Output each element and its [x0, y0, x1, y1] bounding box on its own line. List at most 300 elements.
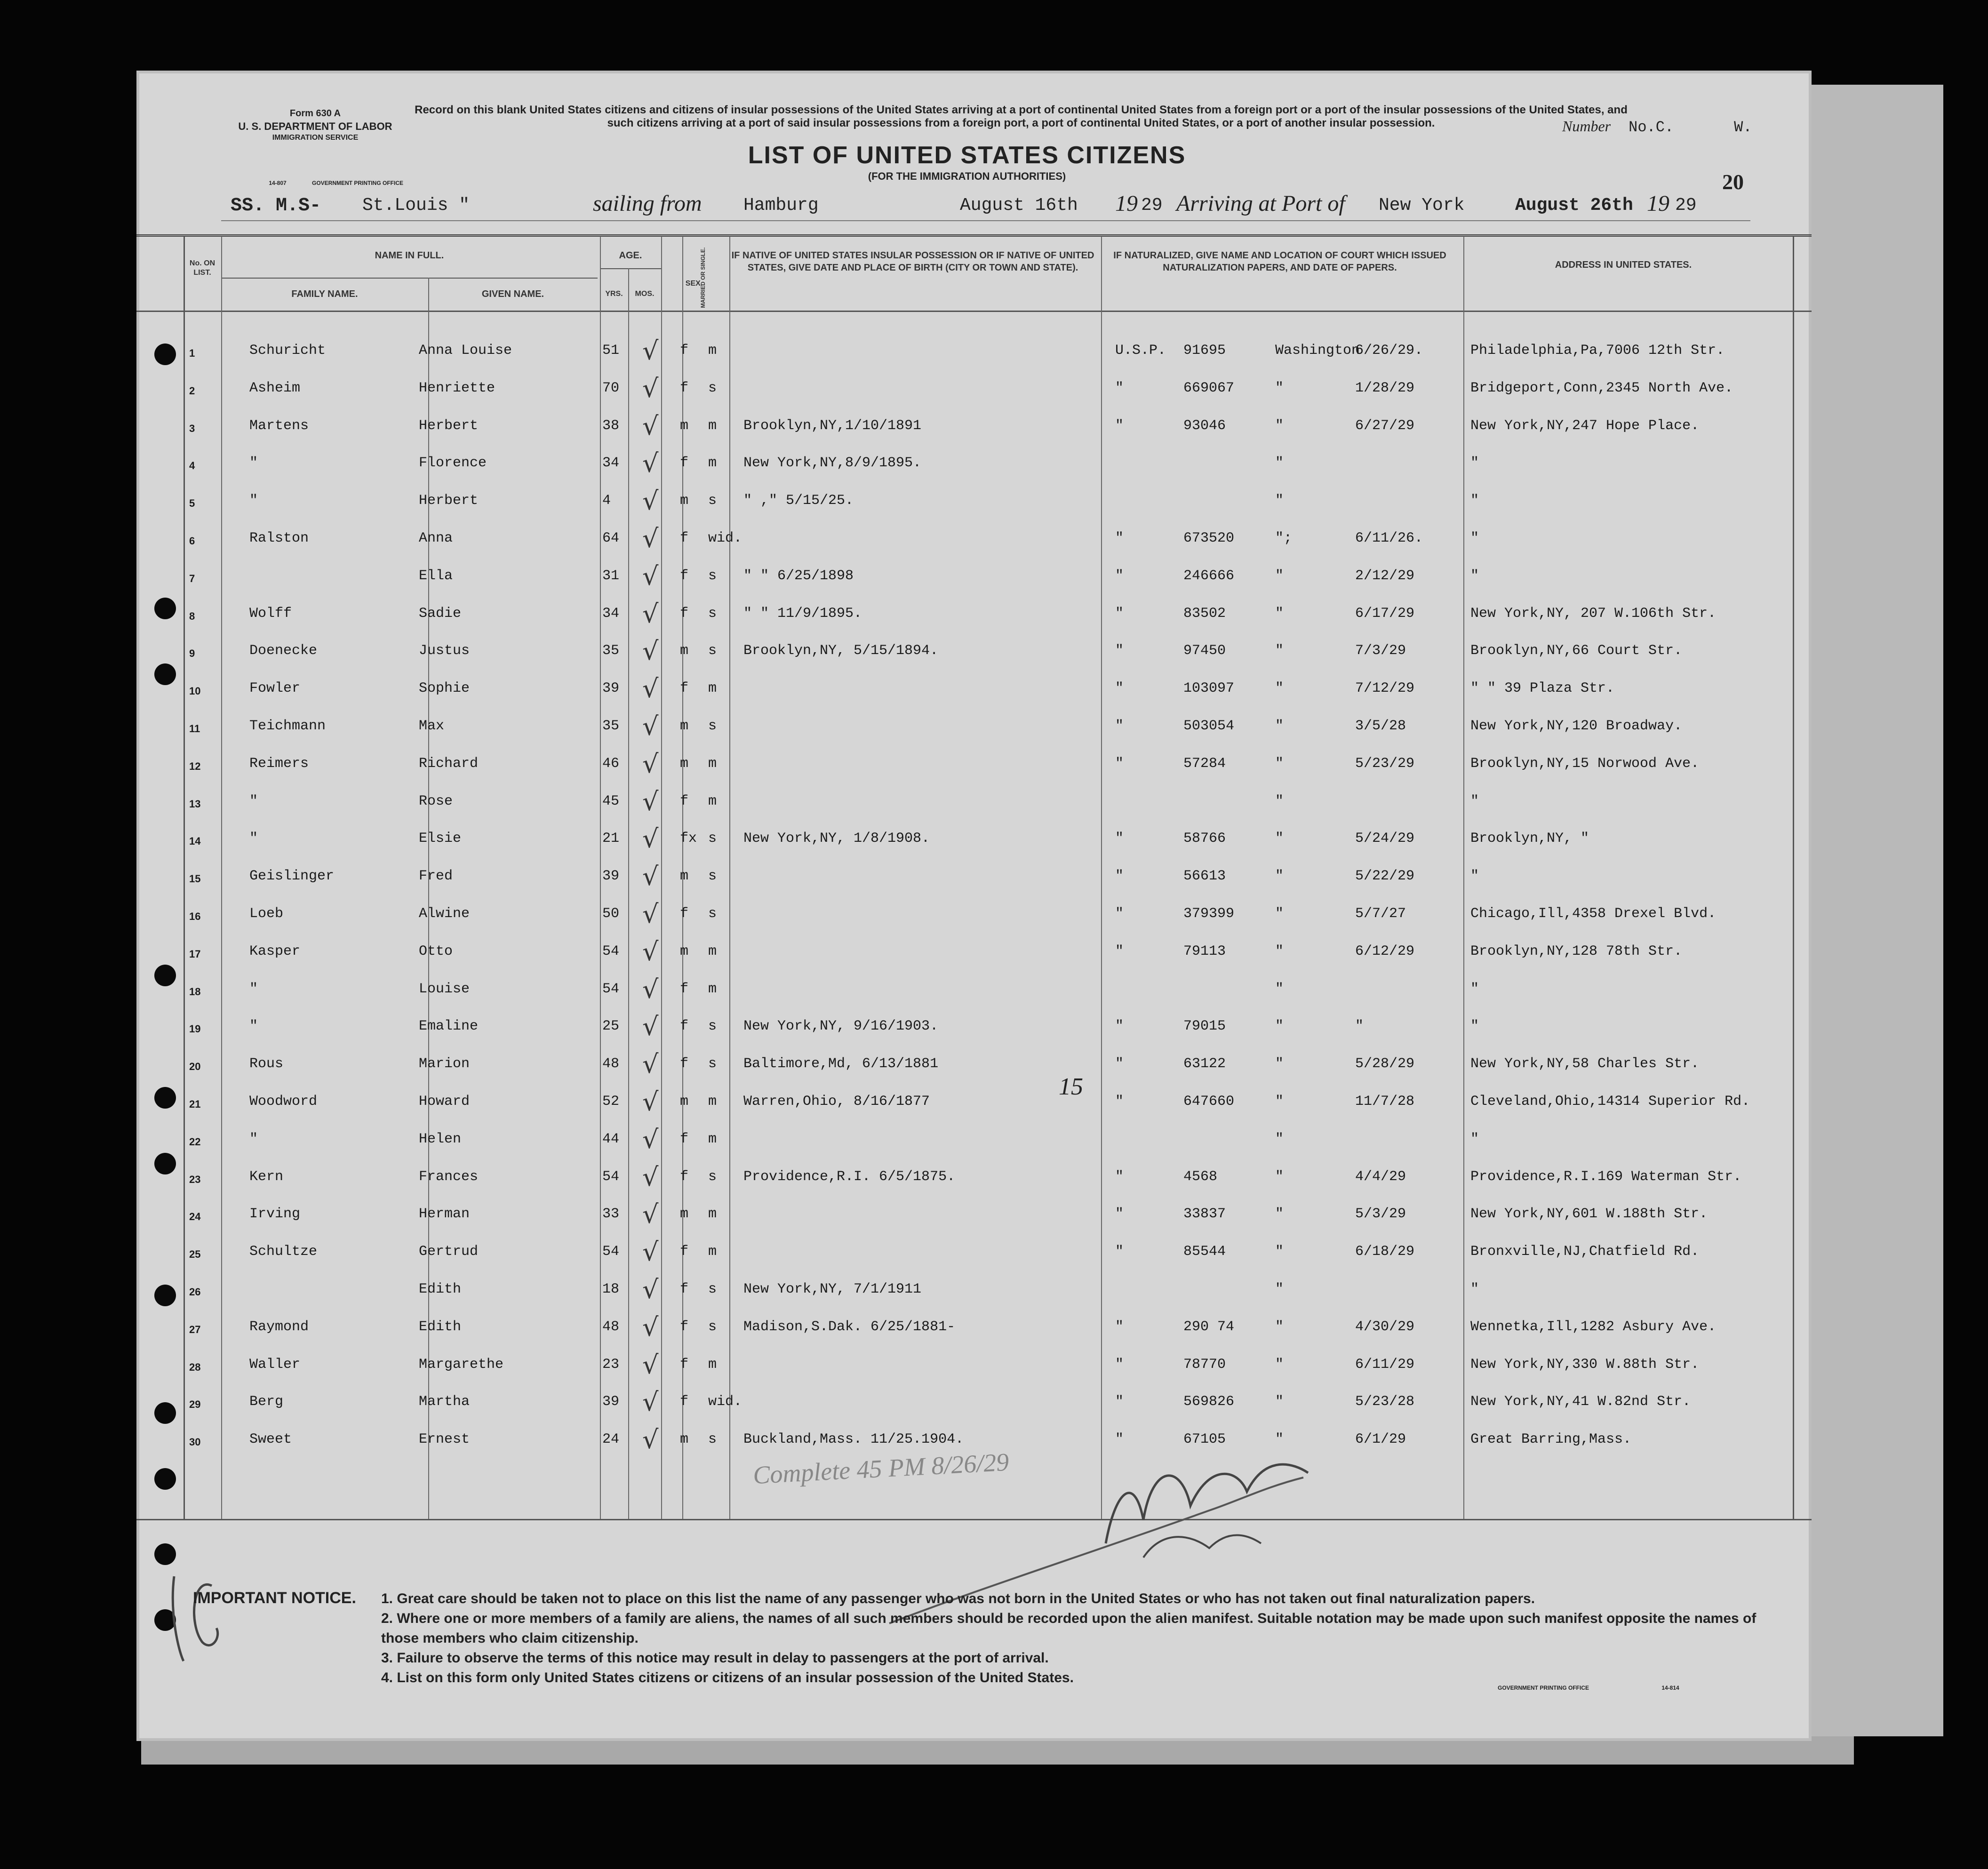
- cell-no: 12: [189, 760, 201, 772]
- cell-sex: f: [680, 530, 689, 546]
- cell-sex: f: [680, 455, 689, 471]
- cell-addr: Philadelphia,Pa,7006 12th Str.: [1470, 343, 1725, 359]
- table-row: [136, 785, 1812, 823]
- cell-court: ": [1275, 981, 1284, 997]
- cell-ms: m: [708, 793, 717, 809]
- cell-yrs: 54: [602, 1168, 620, 1185]
- cell-family: Loeb: [249, 906, 284, 922]
- number-field: [1562, 118, 1752, 136]
- cell-yrs: 4: [602, 493, 611, 509]
- cell-no: 27: [189, 1323, 201, 1335]
- cell-addr: ": [1470, 455, 1479, 471]
- cell-family: Reimers: [249, 755, 309, 772]
- cell-ms: s: [708, 1056, 717, 1072]
- checkmark-icon: √: [642, 974, 659, 1004]
- checkmark-icon: √: [642, 1162, 659, 1192]
- cell-nat: ": [1115, 831, 1124, 847]
- checkmark-icon: √: [642, 824, 659, 854]
- cell-date: 5/3/29: [1355, 1206, 1406, 1222]
- col-header-married: MARRIED OR SINGLE.: [700, 247, 706, 308]
- cell-yrs: 50: [602, 906, 620, 922]
- cell-nat: ": [1115, 1244, 1124, 1260]
- cell-court: ": [1275, 643, 1284, 659]
- cell-addr: Chicago,Ill,4358 Drexel Blvd.: [1470, 906, 1717, 922]
- cell-ms: s: [708, 1431, 717, 1448]
- cell-birth: Brooklyn,NY,1/10/1891: [743, 417, 922, 434]
- table-row: [136, 860, 1812, 897]
- cell-given: Alwine: [419, 906, 470, 922]
- cell-date: 5/7/27: [1355, 906, 1406, 922]
- cell-court: ": [1275, 1206, 1284, 1222]
- notice-item-3: 3. Failure to observe the terms of this notice may result in delay to passengers at the port of arrival.: [381, 1650, 1049, 1666]
- gpo-code-bottom: 14-814: [1661, 1685, 1679, 1691]
- cell-court: ": [1275, 943, 1284, 959]
- cell-addr: Cleveland,Ohio,14314 Superior Rd.: [1470, 1094, 1750, 1110]
- checkmark-icon: √: [642, 711, 659, 741]
- cell-court: ": [1275, 718, 1284, 734]
- cell-no: 13: [189, 798, 201, 810]
- cell-addr: Providence,R.I.169 Waterman Str.: [1470, 1168, 1742, 1185]
- cell-given: Sophie: [419, 680, 470, 697]
- cell-given: Edith: [419, 1318, 462, 1335]
- cell-court: ": [1275, 380, 1284, 396]
- table-row: [136, 1123, 1812, 1160]
- cell-cert: 673520: [1183, 530, 1235, 546]
- departure-date: August 16th: [960, 195, 1078, 216]
- cell-nat: ": [1115, 1168, 1124, 1185]
- cell-no: 9: [189, 647, 195, 660]
- cell-family: ": [249, 1018, 258, 1035]
- cell-sex: f: [680, 906, 689, 922]
- cell-yrs: 18: [602, 1281, 620, 1297]
- cell-addr: Brooklyn,NY, ": [1470, 831, 1589, 847]
- checkmark-icon: √: [642, 1425, 659, 1455]
- cell-cert: 97450: [1183, 643, 1226, 659]
- cell-sex: m: [680, 417, 689, 434]
- cell-nat: ": [1115, 530, 1124, 546]
- cell-sex: m: [680, 643, 689, 659]
- cell-given: Anna: [419, 530, 453, 546]
- cell-court: ": [1275, 1056, 1284, 1072]
- table-row: [136, 1273, 1812, 1310]
- cell-addr: ": [1470, 493, 1479, 509]
- cell-no: 6: [189, 535, 195, 547]
- cell-birth: New York,NY, 7/1/1911: [743, 1281, 922, 1297]
- cell-no: 8: [189, 610, 195, 622]
- cell-yrs: 70: [602, 380, 620, 396]
- cell-birth: Madison,S.Dak. 6/25/1881-: [743, 1318, 956, 1335]
- cell-yrs: 39: [602, 868, 620, 885]
- cell-given: Henriette: [419, 380, 495, 396]
- cell-addr: Brooklyn,NY,66 Court Str.: [1470, 643, 1683, 659]
- cell-sex: f: [680, 1281, 689, 1297]
- cell-nat: ": [1115, 755, 1124, 772]
- cell-yrs: 64: [602, 530, 620, 546]
- cell-nat: ": [1115, 1018, 1124, 1035]
- cell-no: 28: [189, 1361, 201, 1373]
- cell-yrs: 33: [602, 1206, 620, 1222]
- important-notice: [193, 1588, 1793, 1688]
- checkmark-icon: √: [642, 411, 659, 441]
- cell-yrs: 31: [602, 567, 620, 584]
- cell-court: ": [1275, 1318, 1284, 1335]
- table-row: [136, 634, 1812, 672]
- punch-hole: [154, 1468, 176, 1490]
- arrival-year: 29: [1675, 195, 1697, 216]
- col-header-naturalized: IF NATURALIZED, GIVE NAME AND LOCATION OF COURT WHICH ISSUED NATURALIZATION PAPERS, AND DATE OF PAPERS.: [1113, 250, 1446, 273]
- cell-addr: ": [1470, 567, 1479, 584]
- cell-ms: s: [708, 643, 717, 659]
- cell-date: 5/23/28: [1355, 1394, 1415, 1410]
- col-header-name: NAME IN FULL.: [375, 250, 444, 261]
- cell-addr: New York,NY,247 Hope Place.: [1470, 417, 1700, 434]
- cell-court: ": [1275, 1168, 1284, 1185]
- cell-cert: 83502: [1183, 605, 1226, 622]
- checkmark-icon: √: [642, 448, 659, 479]
- cell-addr: " " 39 Plaza Str.: [1470, 680, 1615, 697]
- table-row: [136, 973, 1812, 1010]
- cell-ms: m: [708, 1244, 717, 1260]
- cell-cert: 103097: [1183, 680, 1235, 697]
- cell-court: ": [1275, 1281, 1284, 1297]
- cell-ms: m: [708, 1094, 717, 1110]
- cell-addr: ": [1470, 793, 1479, 809]
- cell-nat: ": [1115, 906, 1124, 922]
- cell-no: 7: [189, 572, 195, 584]
- table-row: [136, 1310, 1812, 1348]
- cell-family: Rous: [249, 1056, 284, 1072]
- cell-sex: m: [680, 1206, 689, 1222]
- table-row: [136, 334, 1812, 372]
- cell-addr: Brooklyn,NY,128 78th Str.: [1470, 943, 1683, 959]
- table-row: [136, 1348, 1812, 1386]
- cell-court: ": [1275, 1244, 1284, 1260]
- cell-addr: Bronxville,NJ,Chatfield Rd.: [1470, 1244, 1700, 1260]
- cell-nat: ": [1115, 1206, 1124, 1222]
- page-edge-right: [1802, 85, 1943, 1736]
- arriving-label: Arriving at Port of: [1176, 191, 1345, 216]
- cell-sex: f: [680, 793, 689, 809]
- cell-family: ": [249, 455, 258, 471]
- cell-nat: ": [1115, 643, 1124, 659]
- cell-ms: s: [708, 906, 717, 922]
- cell-given: Ella: [419, 567, 453, 584]
- cell-no: 23: [189, 1173, 201, 1185]
- cell-yrs: 25: [602, 1018, 620, 1035]
- cell-addr: New York,NY,601 W.188th Str.: [1470, 1206, 1708, 1222]
- cell-court: ": [1275, 1018, 1284, 1035]
- cell-date: 6/11/26.: [1355, 530, 1423, 546]
- table-row: [136, 522, 1812, 559]
- cell-sex: f: [680, 343, 689, 359]
- cell-cert: 85544: [1183, 1244, 1226, 1260]
- cell-given: Herbert: [419, 493, 479, 509]
- cell-given: Max: [419, 718, 445, 734]
- cell-addr: New York,NY, 207 W.106th Str.: [1470, 605, 1717, 622]
- checkmark-icon: √: [642, 862, 659, 892]
- cell-sex: f: [680, 1356, 689, 1373]
- cell-no: 25: [189, 1248, 201, 1261]
- cell-no: 29: [189, 1398, 201, 1411]
- cell-yrs: 23: [602, 1356, 620, 1373]
- cell-given: Ernest: [419, 1431, 470, 1448]
- table-row: [136, 372, 1812, 409]
- cell-family: Raymond: [249, 1318, 309, 1335]
- cell-yrs: 45: [602, 793, 620, 809]
- cell-sex: f: [680, 1244, 689, 1260]
- cell-yrs: 48: [602, 1056, 620, 1072]
- age-subheader-line: [600, 268, 661, 269]
- cell-cert: 91695: [1183, 343, 1226, 359]
- cell-addr: New York,NY,58 Charles Str.: [1470, 1056, 1700, 1072]
- cell-court: ": [1275, 605, 1284, 622]
- cell-date: 3/5/28: [1355, 718, 1406, 734]
- checkmark-icon: √: [642, 1012, 659, 1042]
- cell-court: ": [1275, 755, 1284, 772]
- cell-birth: " " 6/25/1898: [743, 567, 854, 584]
- cell-ms: wid.: [708, 1394, 743, 1410]
- cell-date: 4/30/29: [1355, 1318, 1415, 1335]
- cell-ms: m: [708, 417, 717, 434]
- cell-sex: m: [680, 755, 689, 772]
- table-row: [136, 1385, 1812, 1423]
- cell-court: ": [1275, 831, 1284, 847]
- cell-no: 17: [189, 948, 201, 960]
- cell-court: ": [1275, 417, 1284, 434]
- cell-court: ": [1275, 906, 1284, 922]
- cell-nat: ": [1115, 718, 1124, 734]
- cell-family: Woodword: [249, 1094, 318, 1110]
- year-value: 29: [1141, 195, 1163, 216]
- cell-family: Kasper: [249, 943, 301, 959]
- cell-family: ": [249, 493, 258, 509]
- cell-cert: 57284: [1183, 755, 1226, 772]
- cell-ms: m: [708, 755, 717, 772]
- cell-yrs: 46: [602, 755, 620, 772]
- checkmark-icon: √: [642, 1350, 659, 1380]
- cell-nat: ": [1115, 1431, 1124, 1448]
- table-row: [136, 409, 1812, 447]
- cell-yrs: 52: [602, 1094, 620, 1110]
- cell-addr: ": [1470, 1281, 1479, 1297]
- cell-ms: m: [708, 1131, 717, 1147]
- cell-no: 18: [189, 985, 201, 998]
- arrival-port: New York: [1379, 195, 1465, 216]
- cell-family: Waller: [249, 1356, 301, 1373]
- cell-court: ": [1275, 455, 1284, 471]
- cell-nat: ": [1115, 380, 1124, 396]
- cell-date: 6/18/29: [1355, 1244, 1415, 1260]
- cell-cert: 4568: [1183, 1168, 1218, 1185]
- cell-family: Berg: [249, 1394, 284, 1410]
- cell-no: 30: [189, 1436, 201, 1448]
- table-row: [136, 747, 1812, 785]
- cell-no: 5: [189, 497, 195, 510]
- col-header-mos: MOS.: [635, 290, 655, 298]
- cell-given: Fred: [419, 868, 453, 885]
- cell-court: ": [1275, 1131, 1284, 1147]
- notice-item-1: 1. Great care should be taken not to place on this list the name of any passenger who was not born in the United States or who has not taken out final naturalization papers.: [381, 1591, 1535, 1606]
- cell-family: Schultze: [249, 1244, 318, 1260]
- cell-ms: s: [708, 718, 717, 734]
- cell-birth: New York,NY, 1/8/1908.: [743, 831, 930, 847]
- cell-ms: m: [708, 943, 717, 959]
- form-number: Form 630 A: [289, 108, 341, 119]
- cell-no: 19: [189, 1023, 201, 1035]
- notice-item-4: 4. List on this form only United States citizens or citizens of an insular possession of the United States.: [381, 1670, 1074, 1685]
- cell-no: 22: [189, 1135, 201, 1148]
- cell-birth: New York,NY, 9/16/1903.: [743, 1018, 939, 1035]
- cell-ms: s: [708, 868, 717, 885]
- number-suffix: W.: [1734, 119, 1752, 136]
- cell-yrs: 21: [602, 831, 620, 847]
- service-label: IMMIGRATION SERVICE: [272, 134, 359, 142]
- cell-sex: f: [680, 1056, 689, 1072]
- table-row: [136, 1047, 1812, 1085]
- checkmark-icon: √: [642, 1275, 659, 1304]
- cell-family: Schuricht: [249, 343, 326, 359]
- cell-yrs: 54: [602, 943, 620, 959]
- cell-sex: m: [680, 493, 689, 509]
- cell-given: Marion: [419, 1056, 470, 1072]
- cell-sex: f: [680, 1131, 689, 1147]
- cell-cert: 569826: [1183, 1394, 1235, 1410]
- gpo-label-bottom: GOVERNMENT PRINTING OFFICE: [1497, 1685, 1589, 1691]
- cell-court: Washington: [1275, 343, 1360, 359]
- cell-no: 16: [189, 911, 201, 922]
- cell-birth: " " 11/9/1895.: [743, 605, 862, 622]
- cell-ms: m: [708, 1356, 717, 1373]
- cell-nat: ": [1115, 943, 1124, 959]
- cell-family: ": [249, 981, 258, 997]
- col-header-yrs: YRS.: [605, 290, 623, 298]
- cell-ms: wid.: [708, 530, 743, 546]
- cell-given: Helen: [419, 1131, 462, 1147]
- cell-nat: ": [1115, 1056, 1124, 1072]
- cell-ms: s: [708, 380, 717, 396]
- cell-cert: 379399: [1183, 906, 1235, 922]
- cell-given: Anna Louise: [419, 343, 512, 359]
- cell-family: Wolff: [249, 605, 292, 622]
- cell-no: 21: [189, 1098, 201, 1110]
- arrival-year-label: 19: [1647, 191, 1669, 216]
- cell-birth: " ," 5/15/25.: [743, 493, 854, 509]
- cell-family: Sweet: [249, 1431, 292, 1448]
- cell-ms: m: [708, 1206, 717, 1222]
- department-label: U. S. DEPARTMENT OF LABOR: [238, 120, 392, 132]
- cell-addr: Bridgeport,Conn,2345 North Ave.: [1470, 380, 1733, 396]
- cell-addr: Wennetka,Ill,1282 Asbury Ave.: [1470, 1318, 1717, 1335]
- sailing-from-label: sailing from: [593, 191, 702, 216]
- checkmark-icon: √: [642, 1387, 659, 1417]
- manifest-sheet: [136, 71, 1812, 1741]
- table-row: [136, 1085, 1812, 1123]
- cell-sex: fx: [680, 831, 697, 847]
- cell-date: 7/3/29: [1355, 643, 1406, 659]
- cell-no: 11: [189, 723, 200, 735]
- cell-court: ": [1275, 493, 1284, 509]
- table-row: [136, 935, 1812, 973]
- cell-addr: ": [1470, 1131, 1479, 1147]
- cell-cert: 503054: [1183, 718, 1235, 734]
- cell-court: ": [1275, 1356, 1284, 1373]
- cell-given: Martha: [419, 1394, 470, 1410]
- col-header-birth: IF NATIVE OF UNITED STATES INSULAR POSSESSION OR IF NATIVE OF UNITED STATES, GIVE DATE AND PLACE OF BIRTH (CITY OR TOWN AND STATE).: [731, 250, 1094, 273]
- table-row: [136, 1160, 1812, 1198]
- cell-date: 11/7/28: [1355, 1094, 1415, 1110]
- checkmark-icon: √: [642, 1049, 659, 1079]
- cell-date: 1/28/29: [1355, 380, 1415, 396]
- checkmark-icon: √: [642, 1199, 659, 1230]
- checkmark-icon: √: [642, 373, 659, 403]
- cell-ms: s: [708, 831, 717, 847]
- cell-date: 5/24/29: [1355, 831, 1415, 847]
- cell-given: Otto: [419, 943, 453, 959]
- cell-cert: 647660: [1183, 1094, 1235, 1110]
- record-instructions: Record on this blank United States citizens and citizens of insular possessions of the United States arriving at a port of continental United States from a foreign port or a port of the insular possessions of the United States, and such citizens arriving at a port of said insular possessions from a foreign port, a port of continental United States, or a port of another insular possession.: [415, 104, 1628, 129]
- number-label: Number: [1562, 118, 1611, 135]
- cell-date: 2/12/29: [1355, 567, 1415, 584]
- cell-no: 2: [189, 384, 195, 397]
- cell-yrs: 44: [602, 1131, 620, 1147]
- cell-date: 4/4/29: [1355, 1168, 1406, 1185]
- cell-sex: f: [680, 567, 689, 584]
- complete-note: Complete 45 PM 8/26/29: [752, 1447, 1010, 1490]
- cell-nat: ": [1115, 1356, 1124, 1373]
- cell-given: Florence: [419, 455, 487, 471]
- cell-court: ": [1275, 1094, 1284, 1110]
- cell-sex: m: [680, 868, 689, 885]
- cell-given: Margarethe: [419, 1356, 504, 1373]
- col-header-age: AGE.: [619, 250, 642, 261]
- cell-yrs: 54: [602, 981, 620, 997]
- checkmark-icon: √: [642, 336, 659, 366]
- cell-addr: New York,NY,120 Broadway.: [1470, 718, 1683, 734]
- cell-birth: Baltimore,Md, 6/13/1881: [743, 1056, 939, 1072]
- cell-family: Fowler: [249, 680, 301, 697]
- table-row: [136, 710, 1812, 747]
- cell-cert: 93046: [1183, 417, 1226, 434]
- cell-cert: 79113: [1183, 943, 1226, 959]
- cell-date: 6/17/29: [1355, 605, 1415, 622]
- cell-family: Irving: [249, 1206, 301, 1222]
- cell-family: Doenecke: [249, 643, 318, 659]
- cell-family: Martens: [249, 417, 309, 434]
- cell-family: ": [249, 1131, 258, 1147]
- cell-ms: m: [708, 343, 717, 359]
- cell-sex: m: [680, 943, 689, 959]
- checkmark-icon: √: [642, 899, 659, 929]
- table-row: [136, 559, 1812, 597]
- cell-addr: ": [1470, 981, 1479, 997]
- cell-sex: f: [680, 1318, 689, 1335]
- cell-nat: ": [1115, 1394, 1124, 1410]
- checkmark-icon: √: [642, 936, 659, 966]
- cell-sex: f: [680, 1018, 689, 1035]
- gpo-label-left: GOVERNMENT PRINTING OFFICE: [311, 180, 403, 186]
- departure-port: Hamburg: [743, 195, 819, 216]
- cell-date: 6/26/29.: [1355, 343, 1423, 359]
- cell-cert: 79015: [1183, 1018, 1226, 1035]
- cell-birth: Brooklyn,NY, 5/15/1894.: [743, 643, 939, 659]
- table-top-border: [136, 234, 1812, 237]
- number-value: No.C.: [1629, 119, 1674, 136]
- year-label: 19: [1115, 191, 1138, 216]
- cell-sex: f: [680, 380, 689, 396]
- name-subheader-line: [221, 278, 598, 279]
- cell-nat: ": [1115, 1318, 1124, 1335]
- cell-given: Justus: [419, 643, 470, 659]
